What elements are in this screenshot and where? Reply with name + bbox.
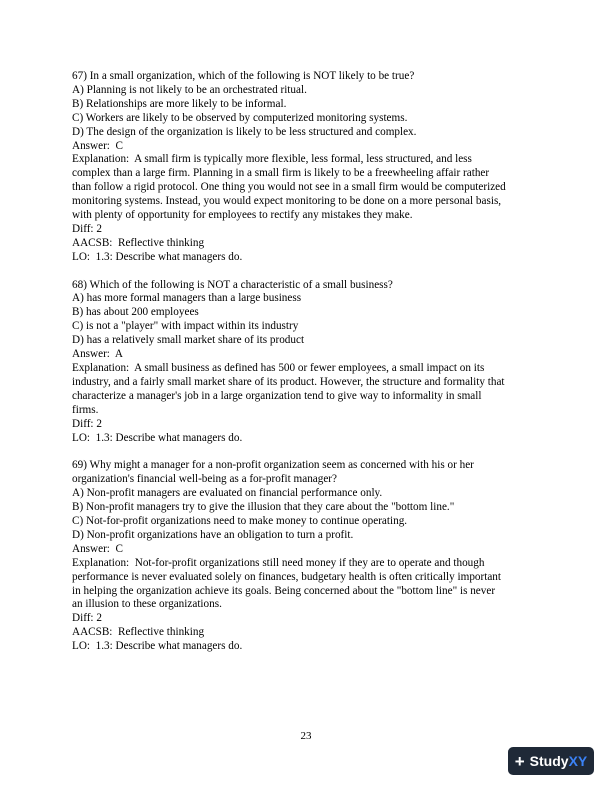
brand-logo (530, 753, 588, 769)
explanation-line: complex than a large firm. Planning in a small firm is likely to be a freewheeling affair rather (72, 167, 490, 180)
option-d: D) Non-profit organizations have an obligation to turn a profit. (72, 528, 354, 541)
option-a: A) Non-profit managers are evaluated on financial performance only. (72, 487, 383, 500)
difficulty: Diff: 2 (72, 417, 102, 430)
option-a: A) Planning is not likely to be an orchestrated ritual. (72, 83, 307, 96)
explanation-line: with plenty of opportunity for employees to rectify any mistakes they make. (72, 209, 413, 222)
plus-icon: + (514, 751, 525, 771)
difficulty: Diff: 2 (72, 612, 102, 625)
explanation-line: monitoring systems. Instead, you would expect monitoring to be done on a more personal basis, (72, 195, 502, 208)
option-d: D) The design of the organization is likely to be less structured and complex. (72, 125, 417, 138)
page-content (72, 70, 546, 668)
explanation-line: industry, and a fairly small market share of its product. However, the structure and formality that (72, 375, 505, 388)
question-69 (72, 459, 546, 654)
answer: Answer: C (72, 139, 123, 152)
question-68 (72, 279, 546, 446)
difficulty: Diff: 2 (72, 222, 102, 235)
question-text: 67) In a small organization, which of the following is NOT likely to be true? (72, 70, 415, 82)
question-text: organization's financial well-being as a for-profit manager? (72, 473, 338, 486)
question-text: 69) Why might a manager for a non-profit organization seem as concerned with his or her (72, 459, 474, 472)
page-number: 23 (300, 730, 312, 742)
explanation-line: firms. (72, 403, 99, 416)
learning-objective: LO: 1.3: Describe what managers do. (72, 250, 243, 263)
question-67 (72, 70, 546, 265)
brand-main: Study (529, 753, 569, 769)
aacsb: AACSB: Reflective thinking (72, 236, 205, 249)
explanation-line: Explanation: A small firm is typically more flexible, less formal, less structured, and less (72, 153, 472, 166)
studyxy-badge[interactable] (508, 747, 594, 775)
explanation-line: Explanation: A small business as defined has 500 or fewer employees, a small impact on its (72, 362, 485, 375)
explanation-line: characterize a manager's job in a large organization tend to give way to informality in small (72, 389, 482, 402)
option-c: C) Workers are likely to be observed by computerized monitoring systems. (72, 111, 408, 124)
answer: Answer: A (72, 348, 123, 361)
explanation-line: than follow a rigid protocol. One thing you would not see in a small firm would be computerized (72, 181, 506, 194)
option-c: C) Not-for-profit organizations need to make money to continue operating. (72, 514, 408, 527)
question-text: 68) Which of the following is NOT a characteristic of a small business? (72, 278, 393, 291)
explanation-line: an illusion to these organizations. (72, 598, 222, 611)
explanation-line: Explanation: Not-for-profit organizations still need money if they are to operate and though (72, 556, 485, 569)
answer: Answer: C (72, 542, 123, 555)
option-c: C) is not a "player" with impact within its industry (72, 320, 299, 333)
option-a: A) has more formal managers than a large business (72, 292, 302, 305)
explanation-line: in helping the organization achieve its goals. Being concerned about the "bottom line" is never (72, 584, 496, 597)
aacsb: AACSB: Reflective thinking (72, 626, 205, 639)
explanation-line: performance is never evaluated solely on finances, budgetary health is often critically important (72, 570, 502, 583)
learning-objective: LO: 1.3: Describe what managers do. (72, 640, 243, 653)
option-b: B) has about 200 employees (72, 306, 199, 319)
option-b: B) Non-profit managers try to give the illusion that they care about the "bottom line." (72, 501, 455, 514)
option-d: D) has a relatively small market share of its product (72, 334, 305, 347)
option-b: B) Relationships are more likely to be informal. (72, 97, 287, 110)
brand-accent: XY (568, 753, 588, 769)
learning-objective: LO: 1.3: Describe what managers do. (72, 431, 243, 444)
